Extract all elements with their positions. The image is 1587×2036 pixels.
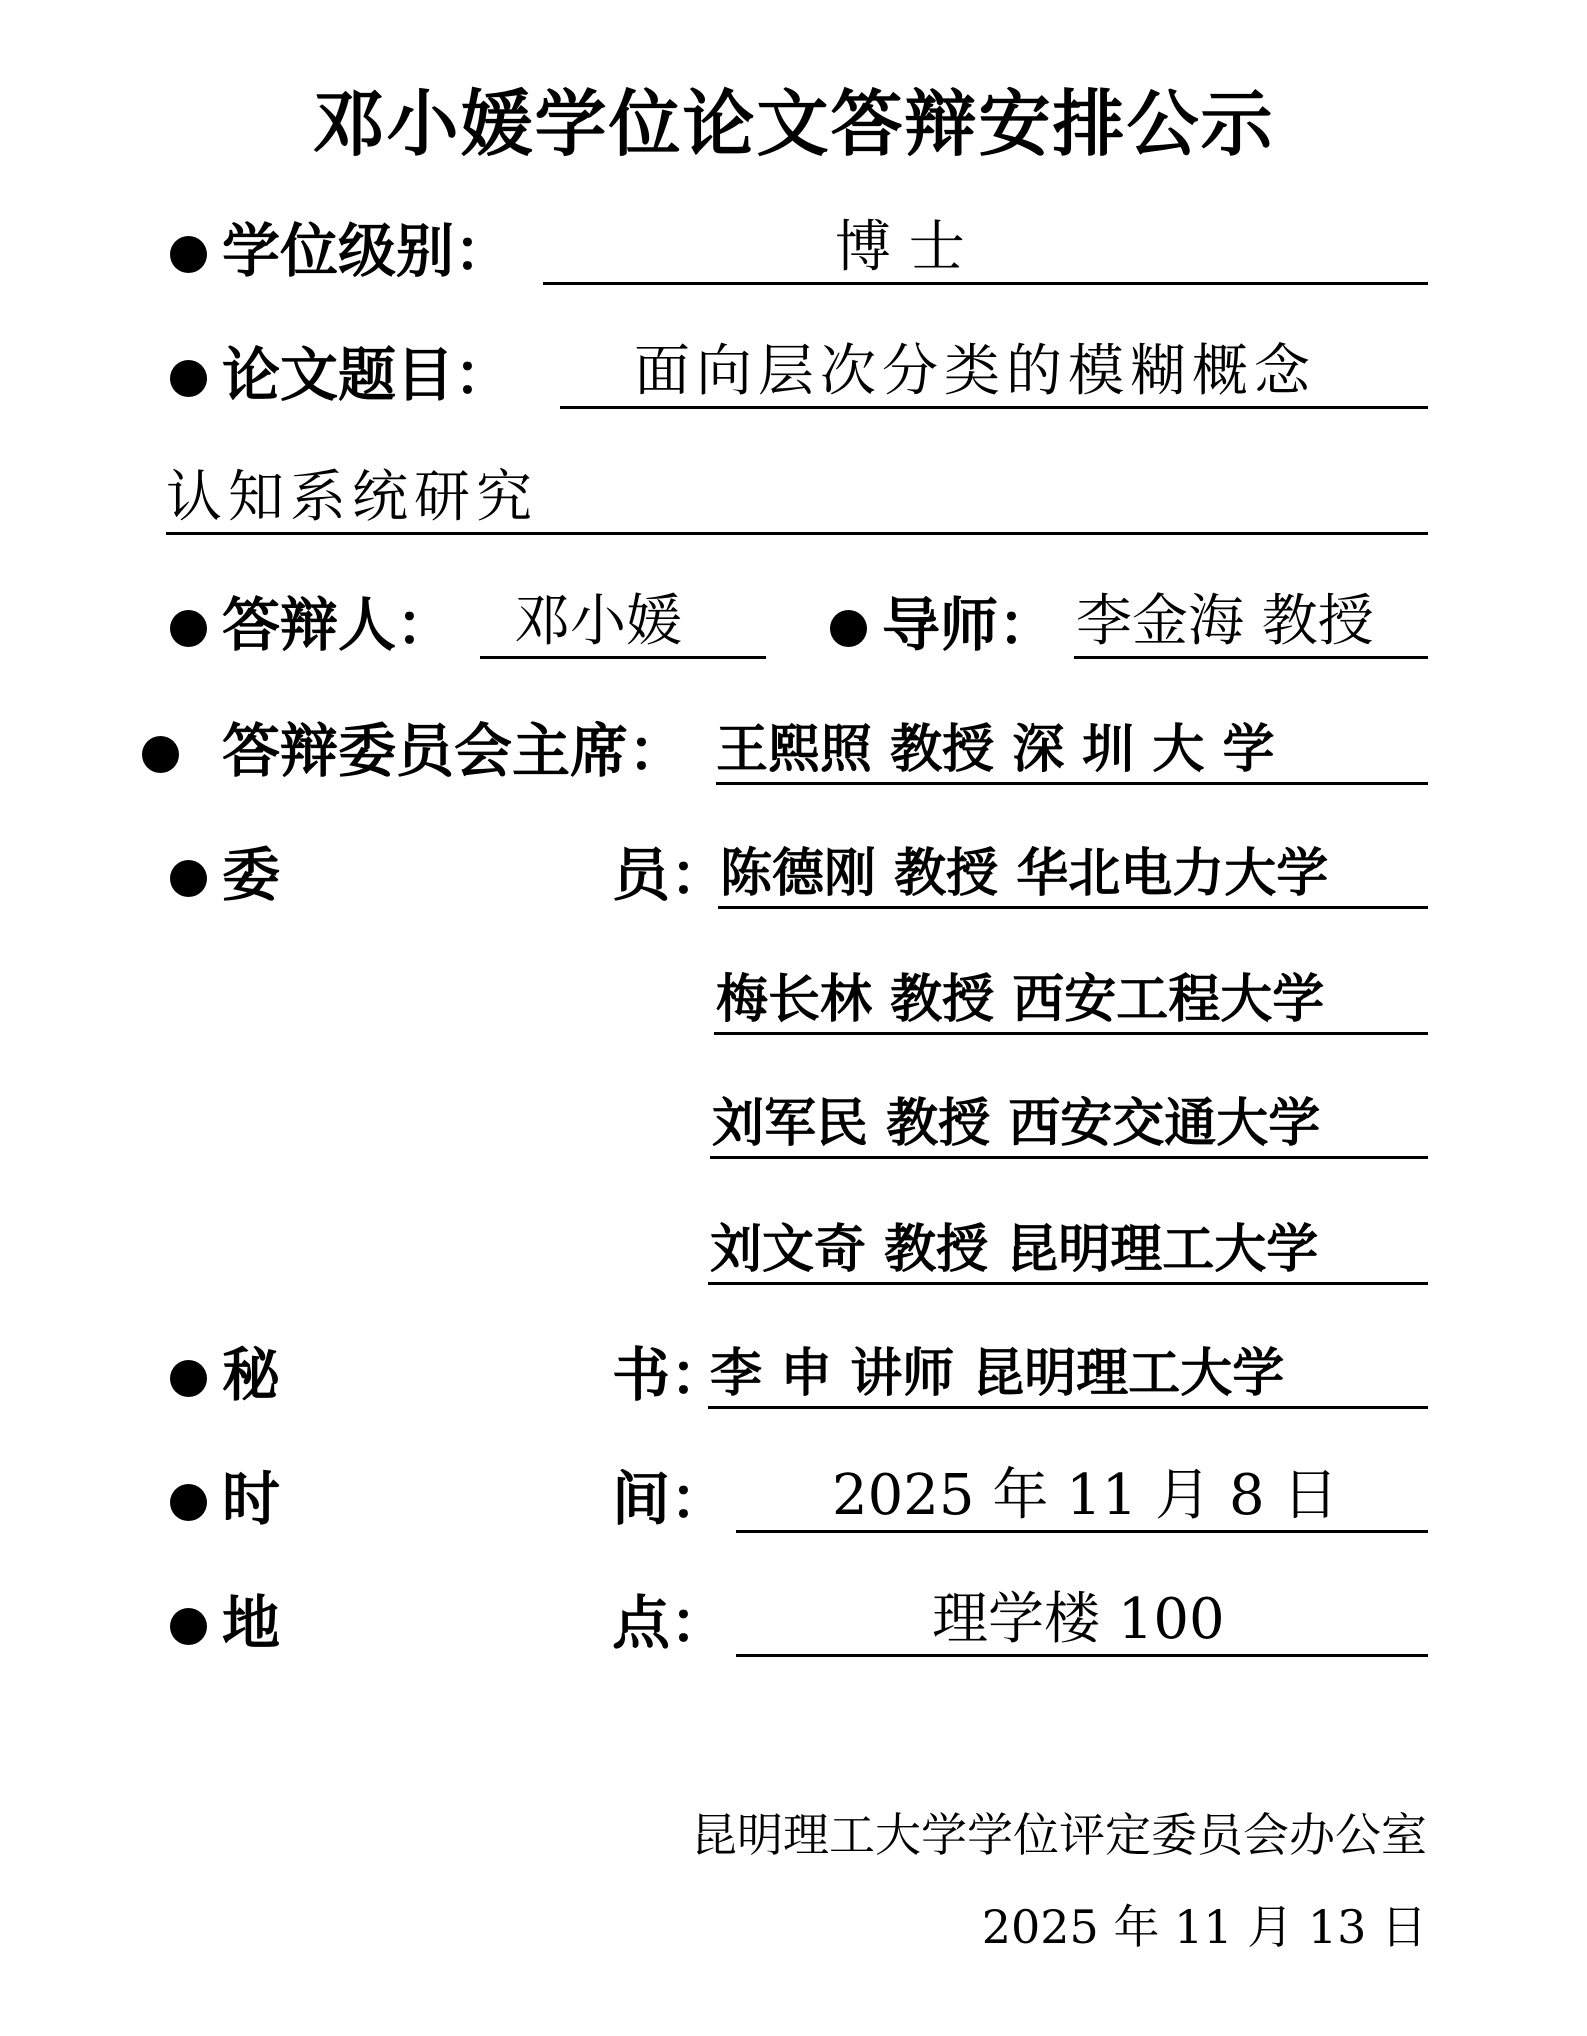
time-label-right: 间：	[612, 1465, 729, 1533]
member-item: 刘军民 教授 西安交通大学	[712, 1093, 1321, 1154]
place-value: 理学楼 100	[932, 1587, 1225, 1652]
thesis-field-line2	[166, 460, 1428, 535]
secretary-label-left: 秘	[222, 1341, 281, 1409]
bullet-icon	[142, 736, 179, 773]
page-title: 邓小媛学位论文答辩安排公示	[312, 81, 1275, 166]
bullet-icon	[170, 1360, 207, 1397]
member-field-1	[718, 834, 1428, 909]
place-label-right: 点：	[612, 1589, 729, 1657]
chair-value: 王熙照 教授 深 圳 大 学	[716, 719, 1275, 780]
bullet-icon	[170, 860, 207, 897]
degree-label: 学位级别：	[222, 217, 513, 285]
member-field-2	[714, 960, 1428, 1035]
thesis-title-line1: 面向层次分类的模糊概念	[634, 339, 1316, 404]
degree-field	[543, 210, 1428, 285]
member-field-3	[710, 1084, 1428, 1159]
bullet-icon	[170, 1484, 207, 1521]
bullet-icon	[170, 1608, 207, 1645]
defender-value: 邓小媛	[514, 589, 682, 654]
secretary-field	[708, 1334, 1428, 1409]
time-field	[736, 1458, 1428, 1533]
secretary-value: 李 申 讲师 昆明理工大学	[710, 1343, 1285, 1404]
issue-date: 2025 年 11 月 13 日	[981, 1900, 1427, 1954]
member-item: 刘文奇 教授 昆明理工大学	[710, 1219, 1319, 1280]
members-label-right: 员：	[612, 841, 729, 909]
member-item: 梅长林 教授 西安工程大学	[716, 969, 1325, 1030]
defender-field	[480, 584, 766, 659]
thesis-field-line1	[560, 334, 1428, 409]
degree-value: 博 士	[835, 215, 965, 280]
issuing-office: 昆明理工大学学位评定委员会办公室	[691, 1808, 1427, 1862]
chair-label: 答辩委员会主席：	[222, 717, 687, 785]
defender-label: 答辩人：	[222, 591, 455, 659]
time-label-left: 时	[222, 1465, 281, 1533]
bullet-icon	[170, 360, 207, 397]
place-label-left: 地	[222, 1589, 281, 1657]
member-field-4	[708, 1210, 1428, 1285]
advisor-field	[1074, 584, 1428, 659]
member-item: 陈德刚 教授 华北电力大学	[720, 843, 1329, 904]
thesis-label: 论文题目：	[222, 341, 513, 409]
members-label-left: 委	[222, 841, 281, 909]
bullet-icon	[170, 610, 207, 647]
chair-field	[716, 710, 1428, 785]
place-field	[736, 1582, 1428, 1657]
secretary-label-right: 书：	[612, 1341, 729, 1409]
bullet-icon	[830, 610, 867, 647]
advisor-label: 导师：	[882, 591, 1057, 659]
time-value: 2025 年 11 月 8 日	[832, 1463, 1339, 1528]
advisor-value: 李金海 教授	[1076, 589, 1374, 654]
bullet-icon	[170, 236, 207, 273]
thesis-title-line2: 认知系统研究	[166, 465, 538, 530]
